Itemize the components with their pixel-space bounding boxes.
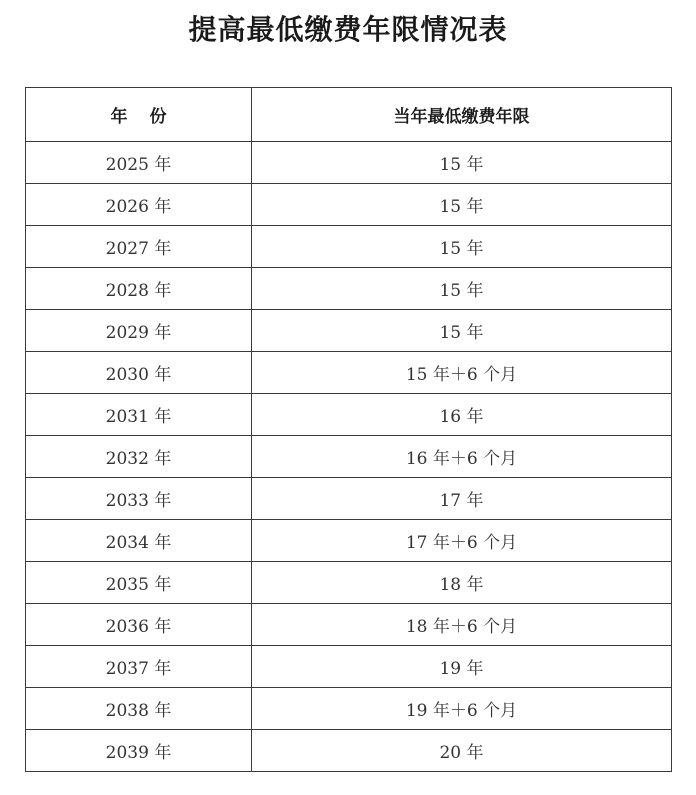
table-row (26, 478, 672, 520)
table-row (26, 604, 672, 646)
table-row (26, 226, 672, 268)
table-row (26, 268, 672, 310)
header-min-years: 当年最低缴费年限 (252, 88, 672, 142)
min-years-cell: 16 年＋6 个月 (252, 436, 672, 478)
min-years-cell: 15 年 (252, 184, 672, 226)
year-cell: 2033 年 (26, 478, 252, 520)
year-cell: 2025 年 (26, 142, 252, 184)
min-years-cell: 17 年＋6 个月 (252, 520, 672, 562)
year-cell: 2029 年 (26, 310, 252, 352)
year-cell: 2036 年 (26, 604, 252, 646)
table-row (26, 688, 672, 730)
table-row (26, 646, 672, 688)
year-cell: 2037 年 (26, 646, 252, 688)
table-row (26, 352, 672, 394)
year-cell: 2039 年 (26, 730, 252, 772)
min-years-cell: 18 年＋6 个月 (252, 604, 672, 646)
min-years-cell: 15 年 (252, 310, 672, 352)
year-cell: 2031 年 (26, 394, 252, 436)
year-cell: 2028 年 (26, 268, 252, 310)
min-years-cell: 19 年 (252, 646, 672, 688)
table-row (26, 520, 672, 562)
table-row (26, 562, 672, 604)
table-row (26, 730, 672, 772)
min-years-cell: 15 年＋6 个月 (252, 352, 672, 394)
year-cell: 2035 年 (26, 562, 252, 604)
year-cell: 2034 年 (26, 520, 252, 562)
table-row (26, 436, 672, 478)
year-cell: 2026 年 (26, 184, 252, 226)
table-row (26, 142, 672, 184)
min-years-cell: 15 年 (252, 226, 672, 268)
table-row (26, 394, 672, 436)
min-contribution-table (25, 87, 672, 772)
year-cell: 2032 年 (26, 436, 252, 478)
min-years-cell: 17 年 (252, 478, 672, 520)
year-cell: 2027 年 (26, 226, 252, 268)
table-row (26, 184, 672, 226)
min-years-cell: 15 年 (252, 142, 672, 184)
min-years-cell: 18 年 (252, 562, 672, 604)
min-years-cell: 19 年＋6 个月 (252, 688, 672, 730)
min-years-cell: 20 年 (252, 730, 672, 772)
page-title: 提高最低缴费年限情况表 (188, 13, 508, 46)
min-years-cell: 15 年 (252, 268, 672, 310)
year-cell: 2030 年 (26, 352, 252, 394)
table-row (26, 310, 672, 352)
min-years-cell: 16 年 (252, 394, 672, 436)
header-year: 年份 (26, 88, 252, 142)
table-header-row (26, 88, 672, 142)
year-cell: 2038 年 (26, 688, 252, 730)
